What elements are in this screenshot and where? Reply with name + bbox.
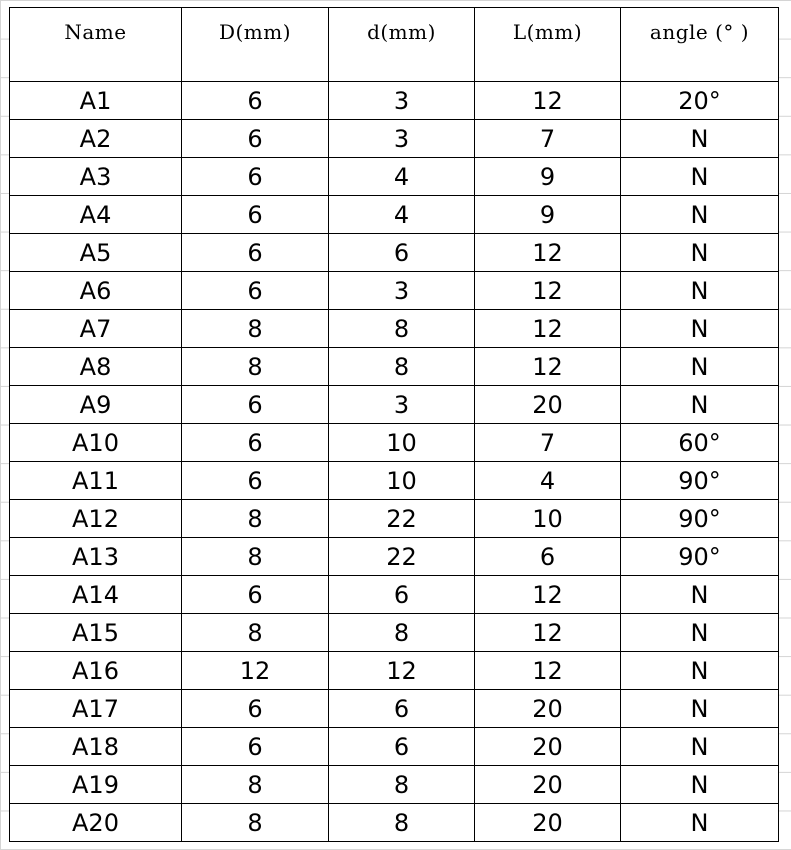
cell-d[interactable]: 8 (329, 614, 475, 652)
cell-L[interactable]: 20 (475, 766, 621, 804)
table-row (10, 614, 779, 652)
cell-name[interactable]: A15 (10, 614, 182, 652)
cell-name[interactable]: A8 (10, 348, 182, 386)
cell-L[interactable]: 9 (475, 158, 621, 196)
cell-D[interactable]: 8 (182, 500, 329, 538)
cell-angle[interactable]: N (621, 348, 779, 386)
table-row (10, 804, 779, 842)
cell-D[interactable]: 12 (182, 652, 329, 690)
cell-L[interactable]: 12 (475, 614, 621, 652)
cell-angle[interactable]: N (621, 576, 779, 614)
cell-angle[interactable]: N (621, 234, 779, 272)
cell-d[interactable]: 10 (329, 424, 475, 462)
cell-angle[interactable]: N (621, 196, 779, 234)
table-row (10, 766, 779, 804)
table-row (10, 728, 779, 766)
cell-name[interactable]: A12 (10, 500, 182, 538)
cell-angle[interactable]: 60° (621, 424, 779, 462)
cell-L[interactable]: 6 (475, 538, 621, 576)
table-row (10, 348, 779, 386)
cell-d[interactable]: 8 (329, 310, 475, 348)
cell-name[interactable]: A9 (10, 386, 182, 424)
cell-angle[interactable]: N (621, 158, 779, 196)
cell-angle[interactable]: 90° (621, 538, 779, 576)
cell-name[interactable]: A16 (10, 652, 182, 690)
column-header-name[interactable]: Name (10, 8, 182, 82)
cell-name[interactable]: A20 (10, 804, 182, 842)
cell-name[interactable]: A6 (10, 272, 182, 310)
table-row (10, 538, 779, 576)
cell-D[interactable]: 6 (182, 234, 329, 272)
cell-L[interactable]: 20 (475, 386, 621, 424)
table-row (10, 500, 779, 538)
table-row (10, 690, 779, 728)
header-row (10, 8, 779, 82)
cell-name[interactable]: A17 (10, 690, 182, 728)
cell-name[interactable]: A10 (10, 424, 182, 462)
cell-name[interactable]: A7 (10, 310, 182, 348)
cell-d[interactable]: 4 (329, 196, 475, 234)
cell-L[interactable]: 10 (475, 500, 621, 538)
cell-name[interactable]: A2 (10, 120, 182, 158)
table-row (10, 196, 779, 234)
cell-angle[interactable]: N (621, 614, 779, 652)
cell-d[interactable]: 12 (329, 652, 475, 690)
column-header-L[interactable]: L(mm) (475, 8, 621, 82)
cell-L[interactable]: 12 (475, 272, 621, 310)
cell-name[interactable]: A13 (10, 538, 182, 576)
table-row (10, 82, 779, 120)
cell-angle[interactable]: N (621, 690, 779, 728)
column-header-angle[interactable]: angle (° ) (621, 8, 779, 82)
cell-D[interactable]: 8 (182, 614, 329, 652)
cell-D[interactable]: 8 (182, 538, 329, 576)
table-row (10, 120, 779, 158)
cell-L[interactable]: 20 (475, 690, 621, 728)
cell-d[interactable]: 22 (329, 500, 475, 538)
cell-L[interactable]: 12 (475, 310, 621, 348)
cell-name[interactable]: A3 (10, 158, 182, 196)
cell-angle[interactable]: N (621, 310, 779, 348)
cell-D[interactable]: 6 (182, 462, 329, 500)
cell-D[interactable]: 6 (182, 120, 329, 158)
table-row (10, 576, 779, 614)
cell-angle[interactable]: N (621, 272, 779, 310)
cell-name[interactable]: A14 (10, 576, 182, 614)
table-row (10, 424, 779, 462)
cell-name[interactable]: A1 (10, 82, 182, 120)
cell-d[interactable]: 3 (329, 386, 475, 424)
table-body (10, 82, 779, 842)
cell-angle[interactable]: N (621, 728, 779, 766)
table-row (10, 462, 779, 500)
table-row (10, 158, 779, 196)
table-header (10, 8, 779, 82)
cell-d[interactable]: 8 (329, 348, 475, 386)
cell-D[interactable]: 6 (182, 386, 329, 424)
parts-table (9, 7, 779, 842)
cell-name[interactable]: A4 (10, 196, 182, 234)
cell-L[interactable]: 12 (475, 576, 621, 614)
cell-d[interactable]: 6 (329, 690, 475, 728)
cell-d[interactable]: 6 (329, 576, 475, 614)
cell-angle[interactable]: N (621, 386, 779, 424)
cell-name[interactable]: A5 (10, 234, 182, 272)
column-header-d[interactable]: d(mm) (329, 8, 475, 82)
table-row (10, 310, 779, 348)
cell-L[interactable]: 12 (475, 652, 621, 690)
cell-L[interactable]: 9 (475, 196, 621, 234)
cell-d[interactable]: 3 (329, 272, 475, 310)
cell-d[interactable]: 6 (329, 234, 475, 272)
cell-D[interactable]: 6 (182, 424, 329, 462)
table-row (10, 386, 779, 424)
cell-d[interactable]: 3 (329, 120, 475, 158)
column-header-D[interactable]: D(mm) (182, 8, 329, 82)
cell-D[interactable]: 6 (182, 82, 329, 120)
cell-angle[interactable]: 90° (621, 500, 779, 538)
cell-D[interactable]: 8 (182, 310, 329, 348)
cell-name[interactable]: A19 (10, 766, 182, 804)
cell-d[interactable]: 3 (329, 82, 475, 120)
cell-angle[interactable]: N (621, 120, 779, 158)
cell-d[interactable]: 8 (329, 766, 475, 804)
cell-D[interactable]: 6 (182, 728, 329, 766)
table-row (10, 652, 779, 690)
table-row (10, 272, 779, 310)
cell-L[interactable]: 7 (475, 120, 621, 158)
cell-angle[interactable]: 90° (621, 462, 779, 500)
cell-D[interactable]: 6 (182, 576, 329, 614)
cell-d[interactable]: 4 (329, 158, 475, 196)
cell-d[interactable]: 10 (329, 462, 475, 500)
cell-D[interactable]: 6 (182, 690, 329, 728)
cell-L[interactable]: 7 (475, 424, 621, 462)
cell-name[interactable]: A11 (10, 462, 182, 500)
cell-d[interactable]: 8 (329, 804, 475, 842)
cell-L[interactable]: 20 (475, 728, 621, 766)
cell-L[interactable]: 20 (475, 804, 621, 842)
cell-L[interactable]: 12 (475, 82, 621, 120)
cell-angle[interactable]: N (621, 766, 779, 804)
cell-L[interactable]: 12 (475, 348, 621, 386)
cell-angle[interactable]: 20° (621, 82, 779, 120)
table-row (10, 234, 779, 272)
cell-angle[interactable]: N (621, 652, 779, 690)
cell-d[interactable]: 6 (329, 728, 475, 766)
cell-D[interactable]: 6 (182, 272, 329, 310)
cell-D[interactable]: 6 (182, 196, 329, 234)
cell-D[interactable]: 8 (182, 804, 329, 842)
cell-angle[interactable]: N (621, 804, 779, 842)
cell-D[interactable]: 8 (182, 348, 329, 386)
cell-L[interactable]: 4 (475, 462, 621, 500)
cell-L[interactable]: 12 (475, 234, 621, 272)
cell-d[interactable]: 22 (329, 538, 475, 576)
cell-D[interactable]: 8 (182, 766, 329, 804)
cell-name[interactable]: A18 (10, 728, 182, 766)
cell-D[interactable]: 6 (182, 158, 329, 196)
